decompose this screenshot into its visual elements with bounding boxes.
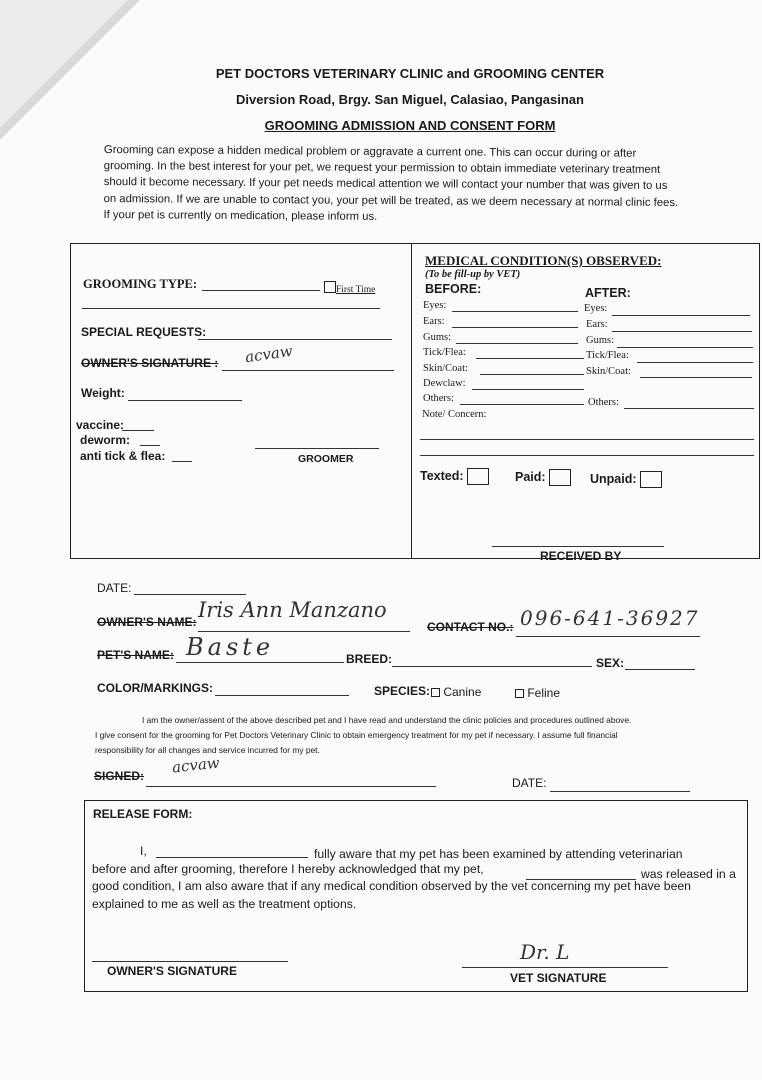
- owner-signature-label: OWNER'S SIGNATURE :: [81, 356, 219, 370]
- vet-signature-value: Dr. L: [520, 940, 570, 964]
- owner-signature-release-line[interactable]: [92, 961, 288, 962]
- sex-label: SEX:: [596, 656, 625, 670]
- vaccine-label: vaccine:: [76, 418, 125, 432]
- unpaid-checkbox[interactable]: [640, 471, 662, 488]
- before-gums-field[interactable]: [456, 343, 578, 344]
- signed-field[interactable]: [146, 786, 436, 787]
- color-markings-field[interactable]: [215, 695, 349, 696]
- canine-option[interactable]: [431, 685, 481, 699]
- breed-field[interactable]: [392, 666, 592, 667]
- owner-name-field[interactable]: [198, 631, 410, 632]
- before-ears-field[interactable]: [452, 327, 578, 328]
- feline-label: Feline: [527, 686, 561, 700]
- intro-line: should it become necessary. If your pet needs medical attention we will contact your number that was given to us: [103, 176, 668, 193]
- unpaid-label: Unpaid:: [590, 471, 637, 486]
- contact-no-field[interactable]: [516, 636, 700, 637]
- release-line-1: fully aware that my pet has been examined by attending veterinarian: [314, 847, 683, 861]
- pet-name-field[interactable]: [176, 662, 344, 663]
- anti-tick-field[interactable]: [172, 461, 192, 462]
- first-time-option[interactable]: [324, 281, 375, 295]
- groomer-signature-line[interactable]: [255, 448, 379, 449]
- note-line-2[interactable]: [420, 455, 754, 456]
- feline-checkbox[interactable]: [515, 689, 524, 698]
- sex-field[interactable]: [625, 669, 695, 670]
- received-by-line[interactable]: [492, 546, 664, 547]
- after-others-field[interactable]: [624, 408, 754, 409]
- after-eyes-field[interactable]: [612, 315, 750, 316]
- before-tickflea-label: Tick/Flea:: [423, 347, 466, 358]
- before-skincoat-label: Skin/Coat:: [423, 363, 468, 374]
- contact-no-label: CONTACT NO.:: [427, 620, 514, 634]
- after-skincoat-label: Skin/Coat:: [586, 366, 631, 377]
- species-label: SPECIES:: [374, 684, 431, 698]
- release-line-4: explained to me as well as the treatment options.: [92, 897, 357, 911]
- canine-checkbox[interactable]: [431, 688, 440, 697]
- before-gums-label: Gums:: [423, 332, 452, 343]
- before-others-field[interactable]: [460, 404, 584, 405]
- paid-checkbox[interactable]: [549, 469, 571, 486]
- consent-line-2: I give consent for the grooming for Pet Doctors Veterinary Clinic to obtain emergency treatment for my pet if necessary. I assume full financial: [95, 730, 618, 740]
- after-tickflea-label: Tick/Flea:: [586, 350, 629, 361]
- release-line-2a: before and after grooming, therefore I hereby acknowledged that my pet,: [92, 862, 484, 876]
- intro-line: grooming. In the best interest for your pet, we request your permission to obtain immediate veterinary treatment: [103, 160, 661, 177]
- owner-signature-field[interactable]: [222, 370, 394, 371]
- release-line-3: good condition, I am also aware that if any medical condition observed by the vet concerning my pet have been: [92, 879, 691, 893]
- after-ears-field[interactable]: [612, 331, 752, 332]
- signed-value: acvaw: [171, 753, 221, 777]
- feline-option[interactable]: [515, 686, 560, 700]
- before-dewclaw-field[interactable]: [472, 389, 584, 390]
- date-field[interactable]: [134, 594, 246, 595]
- weight-field[interactable]: [128, 400, 242, 401]
- grooming-type-extra-line[interactable]: [82, 308, 380, 309]
- before-tickflea-field[interactable]: [476, 358, 584, 359]
- note-concern-label: Note/ Concern:: [422, 409, 487, 420]
- texted-option[interactable]: [420, 468, 489, 485]
- special-requests-label: SPECIAL REQUESTS:: [81, 325, 207, 339]
- intro-paragraph: [103, 142, 714, 227]
- paid-option[interactable]: [515, 469, 571, 486]
- texted-checkbox[interactable]: [467, 468, 489, 485]
- before-eyes-field[interactable]: [452, 311, 578, 312]
- first-time-label: First Time: [336, 285, 376, 295]
- deworm-field[interactable]: [140, 445, 160, 446]
- owner-name-label: OWNER'S NAME:: [97, 615, 197, 629]
- after-eyes-label: Eyes:: [584, 303, 608, 314]
- owner-signature-release-label: OWNER'S SIGNATURE: [107, 964, 237, 978]
- release-i: I,: [140, 844, 147, 858]
- date2-field[interactable]: [550, 791, 690, 792]
- received-by-label: RECEIVED BY: [540, 549, 622, 563]
- after-gums-field[interactable]: [617, 347, 753, 348]
- vet-signature-label: VET SIGNATURE: [510, 971, 607, 985]
- after-heading: AFTER:: [585, 286, 631, 300]
- after-others-label: Others:: [588, 397, 619, 408]
- before-eyes-label: Eyes:: [423, 300, 447, 311]
- before-others-label: Others:: [423, 393, 454, 404]
- after-skincoat-field[interactable]: [640, 377, 752, 378]
- intro-line: If your pet is currently on medication, please inform us.: [103, 208, 378, 223]
- consent-line-3: responsibility for all changes and service incurred for my pet.: [95, 745, 320, 755]
- box-divider: [411, 244, 412, 558]
- clinic-address: Diversion Road, Brgy. San Miguel, Calasiao, Pangasinan: [236, 92, 584, 107]
- unpaid-option[interactable]: [590, 471, 662, 488]
- pet-name-value: Baste: [186, 633, 275, 661]
- grooming-type-label: GROOMING TYPE:: [83, 277, 198, 291]
- before-heading: BEFORE:: [425, 282, 482, 296]
- owner-name-value: Iris Ann Manzano: [198, 598, 387, 622]
- canine-label: Canine: [443, 685, 482, 699]
- form-title: GROOMING ADMISSION AND CONSENT FORM: [264, 118, 556, 133]
- special-requests-field[interactable]: [198, 339, 392, 340]
- vet-note: (To be fill-up by VET): [425, 269, 521, 280]
- vet-signature-line[interactable]: [462, 967, 668, 968]
- breed-label: BREED:: [346, 652, 393, 666]
- before-skincoat-field[interactable]: [480, 374, 584, 375]
- date2-label: DATE:: [512, 776, 547, 790]
- intro-line: on admission. If we are unable to contact you, your pet will be treated, as we deem necessary at normal clinic fees.: [103, 192, 679, 209]
- folded-corner-shadow: [0, 0, 128, 128]
- signed-label: SIGNED:: [94, 769, 145, 783]
- before-dewclaw-label: Dewclaw:: [423, 378, 466, 389]
- after-ears-label: Ears:: [586, 319, 608, 330]
- texted-label: Texted:: [420, 468, 464, 483]
- anti-tick-label: anti tick & flea:: [80, 449, 166, 463]
- pet-name-label: PET'S NAME:: [97, 648, 174, 662]
- note-line-1[interactable]: [420, 439, 754, 440]
- medical-conditions-title: MEDICAL CONDITION(S) OBSERVED:: [425, 253, 662, 268]
- deworm-label: deworm:: [80, 433, 131, 447]
- groomer-label: GROOMER: [298, 453, 354, 465]
- weight-label: Weight:: [81, 386, 125, 400]
- owner-signature-value: acvaw: [243, 341, 294, 367]
- release-form-title: RELEASE FORM:: [93, 807, 193, 821]
- grooming-type-field[interactable]: [202, 290, 320, 291]
- contact-no-value: 096-641-36927: [520, 606, 700, 630]
- consent-line-1: I am the owner/assent of the above described pet and I have read and understand the clinic policies and procedures outlined above.: [142, 715, 632, 725]
- clinic-name: PET DOCTORS VETERINARY CLINIC and GROOMING CENTER: [215, 66, 605, 81]
- first-time-checkbox[interactable]: [324, 281, 336, 293]
- after-tickflea-field[interactable]: [637, 362, 753, 363]
- date-label: DATE:: [97, 581, 132, 595]
- vaccine-field[interactable]: [122, 430, 154, 431]
- paid-label: Paid:: [515, 469, 546, 484]
- release-name-field[interactable]: [156, 857, 308, 858]
- color-markings-label: COLOR/MARKINGS:: [97, 681, 213, 695]
- before-ears-label: Ears:: [423, 316, 445, 327]
- intro-line: Grooming can expose a hidden medical problem or aggravate a current one. This can occur during or after: [103, 143, 637, 160]
- release-line-2b: was released in a: [641, 867, 736, 881]
- after-gums-label: Gums:: [586, 335, 615, 346]
